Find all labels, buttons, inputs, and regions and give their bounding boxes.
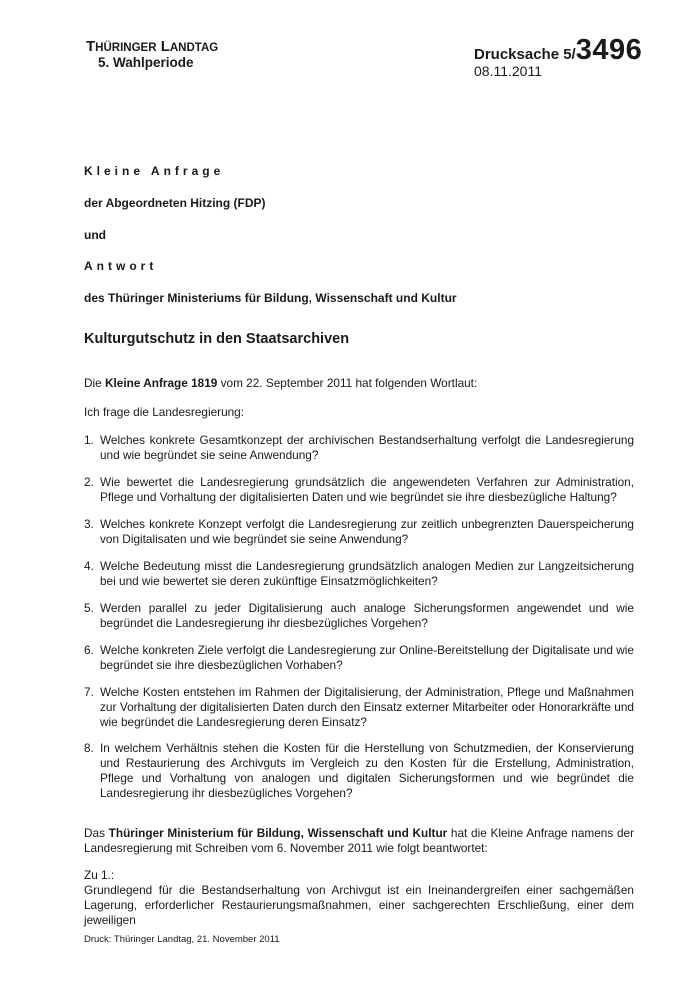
- page-title: Kulturgutschutz in den Staatsarchiven: [84, 331, 350, 347]
- question-item: 1. Welches konkrete Gesamtkonzept der archivischen Bestandserhaltung verfolgt die Landesregierung und wie begründet sie seine Anwendung?: [84, 433, 634, 462]
- answer-intro-paragraph: Das Thüringer Ministerium für Bildung, Wissenschaft und Kultur hat die Kleine Anfrage namens der Landesregierung mit Schreiben vom 6. November 2011 wie folgt beantwortet:: [84, 826, 634, 855]
- print-footer: Druck: Thüringer Landtag, 21. November 2011: [84, 934, 280, 945]
- heading-und: und: [84, 228, 106, 242]
- question-item: 3. Welches konkrete Konzept verfolgt die Landesregierung zur zeitlich unbegrenzten Dauerspeicherung von Digitalisaten und wie begründet sie seine Anwendung?: [84, 517, 634, 546]
- question-item: 8. In welchem Verhältnis stehen die Kosten für die Herstellung von Schutzmedien, der Konservierung und Restaurierung des Archivguts im Vergleich zu den Kosten für die Erstellung, Administration, Pflege und Vorhaltung von analogen und digitalen Sicherungsformen und wie begründet die Landesregierung ihr diesbezügliches Vorgehen?: [84, 741, 634, 800]
- question-item: 7. Welche Kosten entstehen im Rahmen der Digitalisierung, der Administration, Pflege und Maßnahmen zur Vorhaltung der digitalisierten Daten durch den Einsatz externer Mitarbeiter oder Honorarkräfte und wie begründet die Landesregierung deren Einsatz?: [84, 685, 634, 729]
- intro-paragraph: Die Kleine Anfrage 1819 vom 22. September 2011 hat folgenden Wortlaut:: [84, 376, 478, 390]
- election-period: 5. Wahlperiode: [98, 55, 194, 70]
- answer-1-label: Zu 1.:: [84, 868, 115, 882]
- heading-ministerium: des Thüringer Ministeriums für Bildung, Wissenschaft und Kultur: [84, 291, 457, 305]
- drucksache-number: 3496: [575, 34, 643, 66]
- question-item: 2. Wie bewertet die Landesregierung grundsätzlich die angewendeten Verfahren zur Administration, Pflege und Vorhaltung der digitalisierten Daten und wie begründet sie ihre diesbezügliche Haltung?: [84, 475, 634, 504]
- heading-antwort: Antwort: [84, 259, 158, 273]
- question-item: 6. Welche konkreten Ziele verfolgt die Landesregierung zur Online-Bereitstellung der Digitalisate und wie begründet sie ihre diesbezüglichen Vorhaben?: [84, 643, 634, 672]
- answer-1-text: Grundlegend für die Bestandserhaltung von Archivgut ist ein Ineinandergreifen einer sachgemäßen Lagerung, erforderlicher Restaurierungsmaßnahmen, einer sachgerechten Erschließung, einer dem jeweiligen: [84, 883, 634, 927]
- document-date: 08.11.2011: [474, 63, 542, 79]
- question-item: 4. Welche Bedeutung misst die Landesregierung grundsätzlich analogen Medien zur Langzeitsicherung bei und wie bewertet sie deren zukünftige Einsatzmöglichkeiten?: [84, 559, 634, 588]
- heading-abgeordnete: der Abgeordneten Hitzing (FDP): [84, 196, 266, 210]
- heading-kleine-anfrage: Kleine Anfrage: [84, 164, 225, 178]
- ask-line: Ich frage die Landesregierung:: [84, 405, 245, 419]
- drucksache-label: Drucksache 5/: [474, 46, 576, 63]
- question-item: 5. Werden parallel zu jeder Digitalisierung auch analoge Sicherungsformen angewendet und wie begründet die Landesregierung ihr diesbezügliches Vorgehen?: [84, 601, 634, 630]
- parliament-name: THÜRINGER LANDTAG: [86, 38, 219, 55]
